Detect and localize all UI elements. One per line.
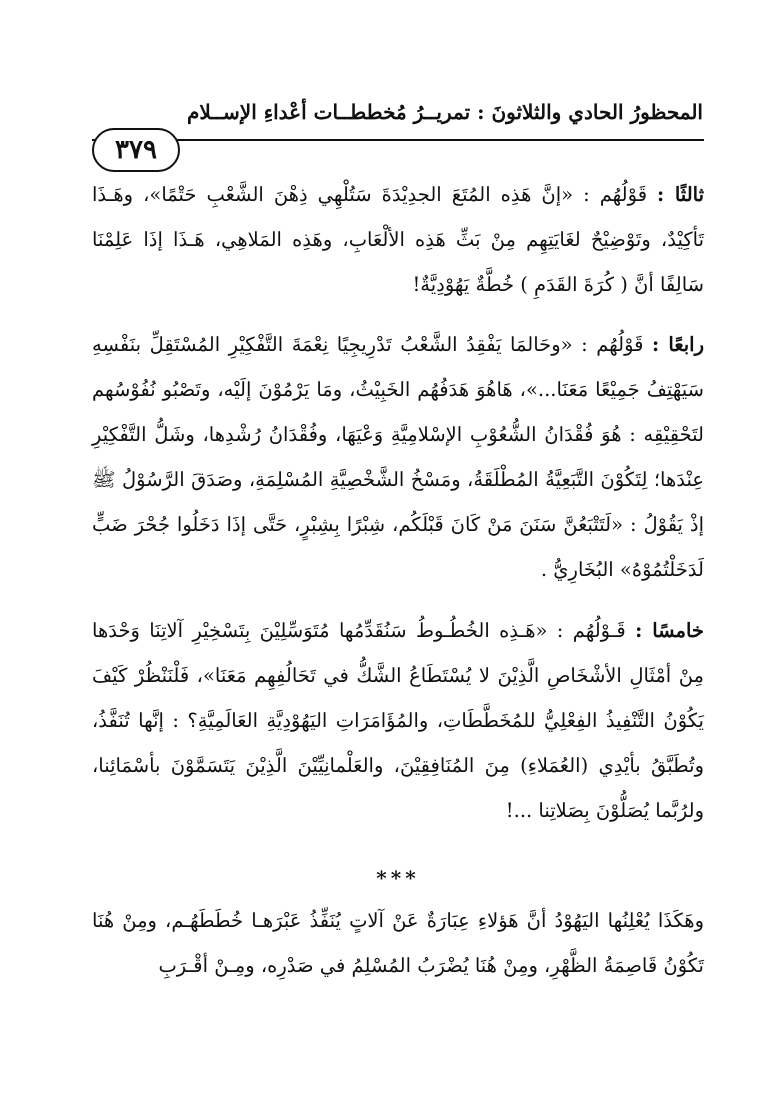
header-divider	[92, 139, 704, 141]
paragraph-lead-third: ثالثًا :	[657, 183, 705, 206]
closing-paragraph-text: وهَكَذَا يُعْلِنُها اليَهُوْدُ أنَّ هَؤلاءِ عِبَارَةٌ عَنْ آلاتٍ يُنَفِّذُ عَبْرَهـا خُطَطَهُـم، ومِنْ هُنَا تَكُوْنُ قَاصِمَةُ الظَّهْرِ، ومِنْ هُنَا يُضْرَبُ المُسْلِمُ في صَدْرِه، ومِـنْ أقْـرَبِ	[92, 909, 704, 977]
page-number: ٣٧٩	[92, 128, 180, 172]
closing-paragraph	[92, 898, 704, 988]
running-header-title: المحظورُ الحادي والثلاثونَ : تمريــرُ مُخططــات أعْداءِ الإســلام	[187, 100, 703, 124]
paragraph-fifth	[92, 608, 704, 833]
paragraph-fourth	[92, 322, 704, 592]
paragraph-lead-fifth: خامسًا :	[635, 619, 704, 642]
paragraph-text-fifth: قَـوْلُهُم : «هَـذِه الخُطُـوطُ سَنُقَدِّمُها مُتَوَسِّلِيْنَ بِتَسْخِيْرِ آلاتِنَا وَحْدَها مِنْ أمْثَالِ الأشْخَاصِ الَّذِيْنَ لا يُسْتَطَاعُ الشَّكُّ في تَحَالُفِهِم مَعَنَا»، فَلْنَنْظُرْ كَيْفَ يَكُوْنُ التَّنْفِيذُ الفِعْلِيُّ للمُخَطَّطَاتِ، والمُؤَامَرَاتِ اليَهُوْدِيَّةِ العَالَمِيَّةِ؟ : إنَّها تُنَفَّذُ، وتُطَبَّقُ بأيْدِي (العُمَلاءِ) مِنَ المُنَافِقِيْنَ، والعَلْمانِيِّيْنَ الَّذِيْنَ يَتَسَمَّوْنَ بأسْمَائِنا، ولرُبَّما يُصَلُّوْنَ بِصَلاتِنا ...!	[92, 619, 704, 822]
section-separator: ***	[376, 866, 420, 890]
paragraph-text-third: قَوْلُهُم : «إنَّ هَذِه المُتَعَ الجدِيْدَةَ سَتُلْهِي ذِهْنَ الشَّعْبِ حَتْمًا»، وهَـذَا تَأكِيْدٌ، وتَوْضِيْحٌ لغَايَتِهِم مِنْ بَثِّ هَذِه الألْعَابِ، وهَذِه المَلاهِي، هَـذَا إذَا عَلِمْنَا سَالِفًا أنَّ ( كُرَةَ القَدَمِ ) خُطَّةٌ يَهُوْدِيَّةٌ!	[92, 183, 704, 296]
paragraph-text-fourth: قَوْلُهُم : «وحَالمَا يَفْقِدُ الشَّعْبُ تَدْرِيجِيًا نِعْمَةَ التَّفْكِيْرِ المُسْتَقِلِّ بنَفْسِهِ سَيَهْتِفُ جَمِيْعًا مَعَنَا...»، هَاهُوَ هَدَفُهُم الخَبِيْثُ، ومَا يَرْمُوْنَ إلَيْه، وتَصْبُو نُفُوْسُهم لتَحْقِيْقِه : هُوَ فُقْدَانُ الشُّعُوْبِ الإسْلامِيَّةِ وَعْيَهَا، وفُقْدَانُ رُشْدِها، وشَلُّ التَّفْكِيْرِ عِنْدَها؛ لِتَكُوْنَ التَّبَعِيَّةُ المُطْلَقَةُ، ومَسْخُ الشَّخْصِيَّةِ المُسْلِمَةِ، وصَدَقَ الرَّسُوْلُ ﷺ إذْ يَقُوْلُ : «لَتَتْبَعُنَّ سَنَنَ مَنْ كَانَ قَبْلَكُم، شِبْرًا بِشِبْرٍ، حَتَّى إذَا دَخَلُوا جُحْرَ ضَبٍّ لَدَخَلْتُمُوْهُ» البُخَارِيُّ .	[92, 333, 704, 581]
paragraph-third	[92, 172, 704, 307]
paragraph-lead-fourth: رابعًا :	[652, 333, 704, 356]
